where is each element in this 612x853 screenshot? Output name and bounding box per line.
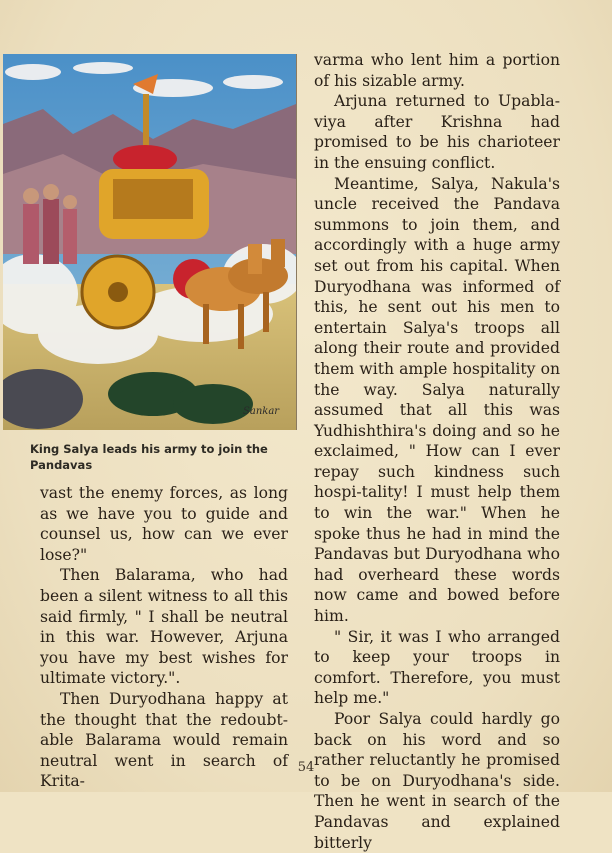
paragraph: " Sir, it was I who arranged to keep your troops in comfort. Therefore, you must help me." (314, 627, 560, 708)
page-number: 54 (297, 760, 315, 775)
paragraph: varma who lent him a portion of his sizable army. (314, 51, 560, 90)
artist-signature: Sankar (243, 406, 280, 417)
warriors (23, 184, 77, 264)
illustration-art (3, 54, 296, 430)
left-text-column (40, 483, 288, 792)
right-text-column (314, 50, 560, 853)
paragraph: Then Duryodhana happy at the thought that the redoubt-able Balarama would remain neutral went in search of Krita- (40, 689, 288, 791)
illustration-caption: King Salya leads his army to join the Pandavas (30, 442, 268, 472)
paragraph: Poor Salya could hardly go back on his word and so rather reluctantly he promised to be on Duryodhana's side. Then he went in search of the Pandavas and explained bitterly (314, 710, 560, 852)
chariot-army-illustration (3, 54, 297, 430)
paragraph: Then Balarama, who had been a silent witness to all this said firmly, " I shall be neutral in this war. However, Arjuna you have my best wishes for ultimate victory.". (40, 566, 288, 688)
paragraph: Meantime, Salya, Nakula's uncle received the Pandava summons to join them, and accordingly with a huge army set out from his capital. When Duryodhana was informed of this, he sent out his men to entertain Salya's troops all along their route and provided them with ample hospitality on the way. Salya naturally assumed that all this was Yudhishthira's doing and so he exclaimed, " How can I ever repay such kindness such hospi-tality! I must help them to win the war." When he spoke thus he had in mind the Pandavas but Duryodhana who had overheard these words now came and bowed before him. (314, 174, 560, 626)
paragraph: Arjuna returned to Upabla-viya after Krishna had promised to be his charioteer in the ensuing conflict. (314, 92, 560, 172)
paragraph: vast the enemy forces, as long as we have you to guide and counsel us, how can we ever lose?" (40, 484, 288, 564)
